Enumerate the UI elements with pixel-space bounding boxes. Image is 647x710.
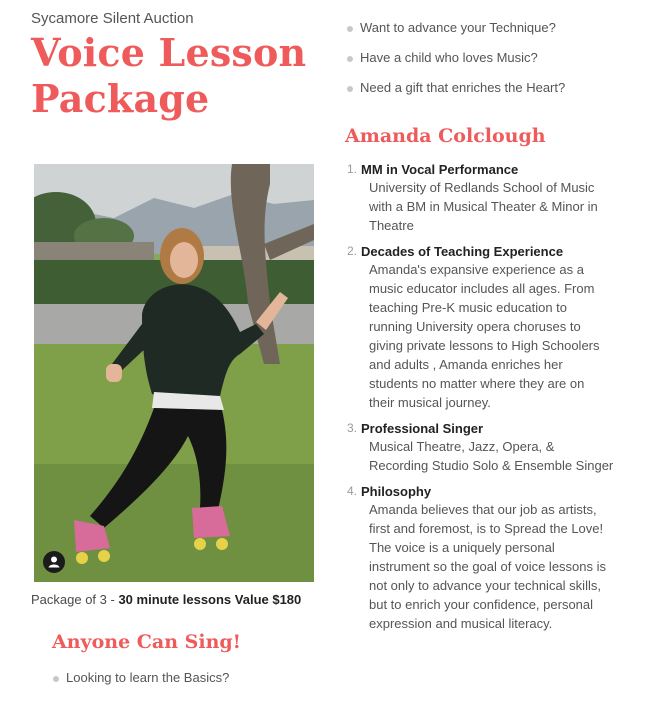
qualification-description xyxy=(361,178,637,235)
description-line: students no matter where they are on xyxy=(369,376,585,391)
description-line: The voice is a uniquely personal xyxy=(369,540,555,555)
qualification-title: Decades of Teaching Experience xyxy=(361,244,564,259)
description-line: with a BM in Musical Theater & Minor in xyxy=(369,199,598,214)
qualification-description xyxy=(361,260,637,412)
description-line: but to enrich your confidence, personal xyxy=(369,597,594,612)
bullet-item: Looking to learn the Basics? xyxy=(53,670,229,685)
description-line: Theatre xyxy=(369,218,414,233)
anyone-can-sing-heading: Anyone Can Sing! xyxy=(52,631,242,653)
qualification-title: Professional Singer xyxy=(361,421,484,436)
page-title xyxy=(31,30,306,122)
description-line: first and foremost, is to Spread the Love! xyxy=(369,521,604,536)
caption-value: 30 minute lessons Value $180 xyxy=(118,592,302,607)
basics-bullets xyxy=(53,670,229,685)
photo-illustration xyxy=(34,164,314,582)
bullet-item: Have a child who loves Music? xyxy=(347,50,565,65)
qualifications-list xyxy=(347,161,637,641)
qualification-description xyxy=(361,500,637,633)
description-line: expression and musical literacy. xyxy=(369,616,553,631)
description-line: Amanda's expansive experience as a xyxy=(369,262,584,277)
qualification-title: Philosophy xyxy=(361,484,432,499)
description-line: Amanda believes that our job as artists, xyxy=(369,502,597,517)
item-number: 2. xyxy=(347,244,358,258)
title-line-1: Voice Lesson xyxy=(31,30,307,75)
description-line: teaching Pre-K music education to xyxy=(369,300,567,315)
description-line: running University opera choruses to xyxy=(369,319,581,334)
description-line: Recording Studio Solo & Ensemble Singer xyxy=(369,458,614,473)
description-line: their musical journey. xyxy=(369,395,491,410)
auction-name: Sycamore Silent Auction xyxy=(31,10,194,27)
qualification-title: MM in Vocal Performance xyxy=(361,162,519,177)
instructor-photo xyxy=(34,164,314,582)
qualification-item xyxy=(347,483,637,633)
description-line: instrument so the goal of voice lessons is xyxy=(369,559,607,574)
description-line: not only to advance your technical skills, xyxy=(369,578,601,593)
bullet-item: Want to advance your Technique? xyxy=(347,20,565,35)
bullet-item: Need a gift that enriches the Heart? xyxy=(347,80,565,95)
item-number: 1. xyxy=(347,162,358,176)
title-line-2: Package xyxy=(31,76,210,121)
description-line: Musical Theatre, Jazz, Opera, & xyxy=(369,439,555,454)
qualification-item xyxy=(347,420,637,475)
qualification-item xyxy=(347,161,637,235)
question-bullets xyxy=(347,20,565,110)
item-number: 4. xyxy=(347,484,358,498)
qualification-description xyxy=(361,437,637,475)
description-line: music educator includes all ages. From xyxy=(369,281,595,296)
caption-prefix: Package of 3 - xyxy=(31,592,119,607)
description-line: giving private lessons to High Schoolers xyxy=(369,338,600,353)
instructor-name: Amanda Colclough xyxy=(345,125,546,147)
description-line: University of Redlands School of Music xyxy=(369,180,595,195)
user-icon[interactable] xyxy=(43,551,65,573)
description-line: and adults , Amanda enriches her xyxy=(369,357,563,372)
item-number: 3. xyxy=(347,421,358,435)
package-caption xyxy=(31,592,301,607)
qualification-item xyxy=(347,243,637,412)
